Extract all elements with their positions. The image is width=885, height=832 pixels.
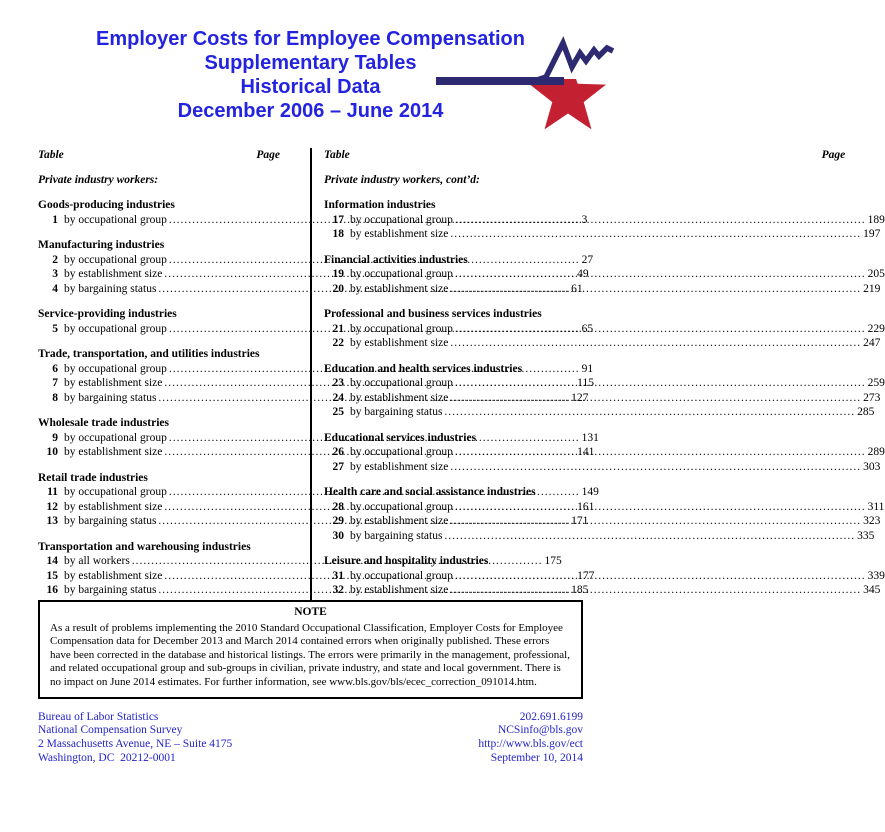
document-title bbox=[0, 27, 621, 123]
toc-entry[interactable] bbox=[324, 529, 875, 544]
toc-entry-dot-leader bbox=[444, 529, 855, 544]
title-line-3: Historical Data bbox=[240, 76, 381, 98]
toc-group-label: Private industry workers: bbox=[38, 173, 159, 186]
toc-section-title: Goods-producing industries bbox=[38, 199, 175, 211]
toc-entry-dot-leader bbox=[455, 445, 866, 460]
toc-entry-label: by occupational group bbox=[350, 322, 453, 335]
toc-header-table-label: Table bbox=[324, 149, 350, 161]
toc-header-page-label: Page bbox=[821, 149, 846, 161]
toc-entry-label: by bargaining status bbox=[64, 584, 157, 596]
toc-entry-number: 7 bbox=[52, 377, 58, 389]
toc-entry[interactable] bbox=[324, 376, 885, 391]
toc-section-title: Financial activities industries bbox=[324, 253, 468, 266]
toc-entry-page: 185 bbox=[571, 584, 589, 596]
toc-entry-label: by establishment size bbox=[64, 446, 163, 458]
toc-entry-page: 3 bbox=[581, 213, 588, 226]
document-page bbox=[0, 27, 885, 832]
toc-entry-number: 18 bbox=[332, 228, 344, 240]
toc-entry-label: by establishment size bbox=[350, 391, 449, 404]
document-footer bbox=[38, 711, 583, 766]
toc-entry-number: 10 bbox=[46, 446, 58, 458]
toc-entry-dot-leader bbox=[444, 405, 855, 420]
toc-entry-label: by bargaining status bbox=[350, 406, 443, 418]
toc-entry-page: 285 bbox=[857, 406, 875, 418]
toc-group-label: Private industry workers, cont’d: bbox=[324, 173, 480, 186]
toc-entry[interactable] bbox=[324, 391, 881, 406]
note-title: NOTE bbox=[294, 606, 327, 618]
title-line-4: December 2006 – June 2014 bbox=[177, 100, 444, 122]
toc-entry-label: by occupational group bbox=[350, 213, 453, 226]
toc-entry-page: 161 bbox=[577, 500, 595, 513]
toc-section-title: Information industries bbox=[324, 199, 436, 211]
footer-address-block bbox=[38, 711, 232, 766]
note-body: As a result of problems implementing the 2010 Standard Occupational Classification, Employer Costs for Employee Compensation data for December 2013 and March 2014 contained errors when originally published. These errors have been corrected in the database and historical listings. The errors were primarily in the management, professional, and related occupational group and sub-groups in civilian, private industry, and state and local government. There is no impact on June 2014 estimates. For further information, see www.bls.gov/bls/ecec_correction_091014.htm. bbox=[50, 621, 570, 688]
toc-section-title: Retail trade industries bbox=[38, 471, 148, 484]
toc-entry-label: by establishment size bbox=[350, 584, 449, 596]
toc-entry-page: 189 bbox=[867, 213, 885, 226]
note-box bbox=[38, 600, 583, 699]
toc-entry-page: 335 bbox=[857, 529, 875, 542]
toc-entry-page: 345 bbox=[863, 584, 881, 596]
toc-entry-page: 127 bbox=[571, 391, 589, 404]
toc-entry-number: 12 bbox=[46, 500, 58, 513]
toc-entry-page: 273 bbox=[863, 391, 881, 404]
toc-entry-page: 197 bbox=[863, 228, 881, 240]
toc-entry-dot-leader bbox=[450, 391, 861, 406]
toc-entry-label: by establishment size bbox=[350, 515, 449, 527]
toc-entry-label: by occupational group bbox=[64, 322, 167, 335]
toc-entry-number: 11 bbox=[47, 486, 58, 498]
toc-entry-label: by occupational group bbox=[350, 446, 453, 458]
toc-entry-label: by occupational group bbox=[350, 569, 453, 582]
toc-entry-number: 30 bbox=[332, 529, 344, 542]
toc-entry-dot-leader bbox=[450, 227, 861, 242]
toc-entry-dot-leader bbox=[455, 569, 866, 584]
toc-entry-number: 32 bbox=[332, 584, 344, 596]
toc-section-title: Manufacturing industries bbox=[38, 239, 165, 251]
toc-entry-dot-leader bbox=[455, 376, 866, 391]
toc-entry-number: 5 bbox=[52, 322, 58, 335]
toc-entry-dot-leader bbox=[455, 267, 866, 282]
title-line-2: Supplementary Tables bbox=[204, 52, 417, 74]
toc-entry-page: 91 bbox=[581, 362, 594, 375]
toc-entry-label: by occupational group bbox=[350, 500, 453, 513]
toc-entry[interactable] bbox=[324, 213, 885, 228]
toc-entry-number: 27 bbox=[332, 460, 344, 473]
toc-entry-page: 61 bbox=[571, 282, 583, 295]
toc-entry-page: 49 bbox=[577, 268, 589, 280]
toc-entry[interactable] bbox=[324, 460, 881, 475]
toc-entry-number: 4 bbox=[52, 282, 58, 295]
toc-entry-label: by bargaining status bbox=[64, 515, 157, 527]
toc-section-title: Wholesale trade industries bbox=[38, 417, 169, 429]
toc-entry-page: 171 bbox=[571, 515, 589, 527]
toc bbox=[38, 148, 885, 600]
toc-entry-number: 2 bbox=[52, 253, 58, 266]
toc-entry-label: by bargaining status bbox=[64, 282, 157, 295]
toc-entry-number: 1 bbox=[52, 213, 58, 226]
toc-entry-number: 14 bbox=[46, 555, 58, 567]
toc-entry-page: 149 bbox=[581, 486, 599, 498]
footer-city-zip: Washington, DC 20212-0001 bbox=[38, 751, 176, 764]
toc-entry[interactable] bbox=[324, 514, 881, 529]
toc-entry-page: 131 bbox=[581, 431, 599, 444]
footer-street-address: 2 Massachusetts Avenue, NE – Suite 4175 bbox=[38, 738, 233, 751]
toc-entry-label: by occupational group bbox=[350, 268, 453, 280]
toc-section-title: Professional and business services industries bbox=[324, 308, 542, 320]
toc-header-page-label: Page bbox=[256, 149, 280, 161]
footer-survey-name: National Compensation Survey bbox=[38, 724, 183, 737]
toc-entry-page: 175 bbox=[544, 555, 562, 567]
footer-contact-block bbox=[478, 711, 583, 766]
toc-column-header bbox=[324, 148, 845, 163]
toc-entry-number: 19 bbox=[332, 268, 344, 280]
toc-entry-dot-leader bbox=[450, 282, 861, 297]
toc-entry-number: 28 bbox=[332, 500, 344, 513]
toc-entry-dot-leader bbox=[450, 514, 861, 529]
toc-column-divider bbox=[310, 148, 312, 600]
toc-entry[interactable] bbox=[324, 583, 881, 598]
toc-entry-label: by establishment size bbox=[350, 282, 449, 295]
toc-entry[interactable] bbox=[324, 336, 881, 351]
toc-entry[interactable] bbox=[324, 445, 885, 460]
toc-entry-page: 311 bbox=[867, 500, 885, 513]
toc-entry-page: 303 bbox=[863, 460, 881, 473]
toc-entry-number: 24 bbox=[332, 391, 344, 404]
footer-url-link[interactable]: http://www.bls.gov/ect bbox=[478, 738, 583, 751]
toc-section-title: Service-providing industries bbox=[38, 308, 177, 320]
toc-entry-page: 141 bbox=[577, 446, 595, 458]
toc-entry-label: by all workers bbox=[64, 555, 130, 567]
toc-entry-page: 219 bbox=[863, 282, 881, 295]
toc-entry-label: by establishment size bbox=[64, 569, 163, 582]
toc-entry-label: by occupational group bbox=[350, 377, 453, 389]
toc-header-table-label: Table bbox=[38, 149, 64, 161]
title-line-1: Employer Costs for Employee Compensation bbox=[96, 28, 525, 50]
toc-entry-label: by establishment size bbox=[64, 500, 163, 513]
toc-entry-number: 15 bbox=[46, 569, 58, 582]
toc-entry-number: 21 bbox=[332, 322, 344, 335]
toc-entry-dot-leader bbox=[450, 460, 861, 475]
toc-entry-label: by occupational group bbox=[64, 486, 167, 498]
toc-entry-label: by occupational group bbox=[64, 431, 167, 444]
toc-entry-dot-leader bbox=[455, 213, 866, 228]
toc-entry-number: 9 bbox=[52, 431, 58, 444]
toc-entry-number: 23 bbox=[332, 377, 344, 389]
toc-entry-page: 65 bbox=[581, 322, 594, 335]
toc-entry-label: by establishment size bbox=[64, 268, 163, 280]
toc-entry-page: 205 bbox=[867, 268, 885, 280]
toc-entry-number: 26 bbox=[332, 446, 344, 458]
toc-entry-label: by establishment size bbox=[350, 337, 449, 349]
toc-entry-page: 289 bbox=[867, 446, 885, 458]
toc-section-title: Transportation and warehousing industries bbox=[38, 540, 251, 553]
toc-section-title: Trade, transportation, and utilities industries bbox=[38, 348, 260, 360]
toc-entry-number: 31 bbox=[332, 569, 344, 582]
toc-entry-number: 3 bbox=[52, 268, 58, 280]
toc-entry-page: 177 bbox=[577, 569, 595, 582]
toc-entry-number: 13 bbox=[46, 515, 58, 527]
footer-phone: 202.691.6199 bbox=[519, 710, 583, 723]
toc-entry-page: 229 bbox=[867, 322, 885, 335]
toc-column bbox=[324, 148, 885, 600]
toc-entry[interactable] bbox=[324, 282, 881, 297]
toc-section-title: Health care and social assistance industries bbox=[324, 486, 536, 498]
toc-entry-label: by bargaining status bbox=[350, 529, 443, 542]
toc-entry[interactable] bbox=[324, 405, 875, 420]
toc-entry-label: by occupational group bbox=[64, 213, 167, 226]
toc-entry[interactable] bbox=[324, 569, 885, 584]
footer-date: September 10, 2014 bbox=[490, 751, 583, 764]
toc-entry-number: 6 bbox=[52, 362, 58, 375]
toc-entry-page: 323 bbox=[863, 515, 881, 527]
toc-entry-page: 259 bbox=[867, 377, 885, 389]
toc-entry-number: 20 bbox=[332, 282, 344, 295]
toc-entry-number: 29 bbox=[332, 515, 344, 527]
toc-entry-label: by establishment size bbox=[350, 228, 449, 240]
toc-entry-page: 115 bbox=[577, 377, 594, 389]
toc-section-title: Leisure and hospitality industries bbox=[324, 555, 489, 567]
toc-entry-label: by establishment size bbox=[64, 377, 163, 389]
toc-entry-label: by occupational group bbox=[64, 253, 167, 266]
toc-entry-dot-leader bbox=[450, 336, 861, 351]
toc-entry-page: 339 bbox=[867, 569, 885, 582]
toc-entry-dot-leader bbox=[455, 500, 866, 515]
toc-entry-label: by establishment size bbox=[350, 460, 449, 473]
toc-entry[interactable] bbox=[324, 500, 885, 515]
toc-entry[interactable] bbox=[324, 322, 885, 337]
footer-org-name: Bureau of Labor Statistics bbox=[38, 710, 159, 723]
toc-entry-number: 8 bbox=[52, 391, 58, 404]
toc-section-title: Educational services industries bbox=[324, 431, 477, 444]
toc-entry-number: 16 bbox=[46, 584, 58, 596]
toc-column-header bbox=[38, 148, 280, 163]
toc-entry-page: 27 bbox=[581, 253, 594, 266]
toc-section-title: Education and health services industries bbox=[324, 362, 523, 375]
toc-entry-label: by occupational group bbox=[64, 362, 167, 375]
toc-entry-number: 25 bbox=[332, 406, 344, 418]
toc-entry-page: 247 bbox=[863, 337, 881, 349]
toc-entry-dot-leader bbox=[450, 583, 861, 598]
toc-entry-number: 22 bbox=[332, 337, 344, 349]
toc-entry-number: 17 bbox=[332, 213, 344, 226]
toc-entry[interactable] bbox=[324, 267, 885, 282]
footer-email-link[interactable]: NCSinfo@bls.gov bbox=[497, 724, 583, 737]
toc-entry-dot-leader bbox=[455, 322, 866, 337]
toc-entry-label: by bargaining status bbox=[64, 391, 157, 404]
toc-entry[interactable] bbox=[324, 227, 881, 242]
